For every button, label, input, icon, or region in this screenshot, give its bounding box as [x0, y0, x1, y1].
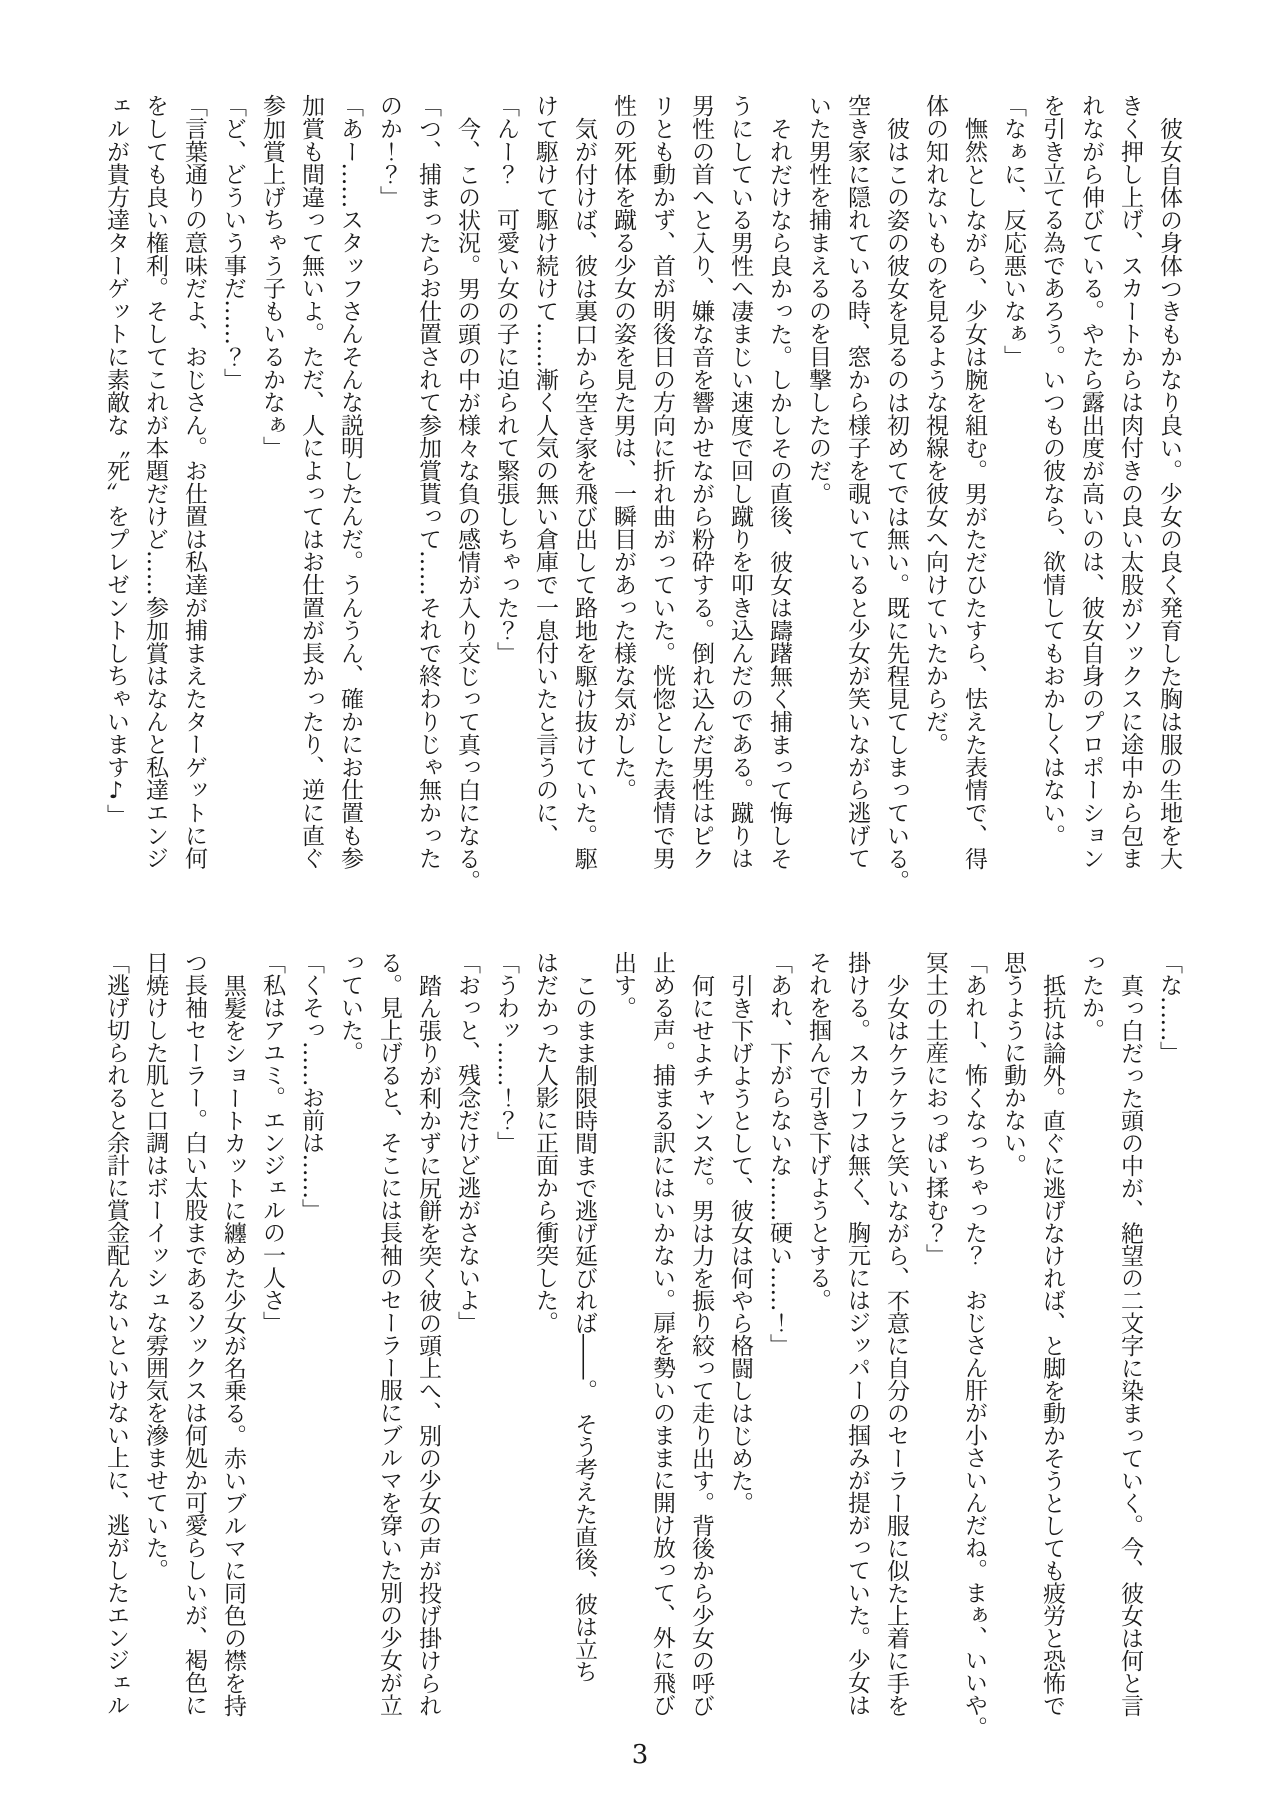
text-column: 日焼けした肌と口調はボーイッシュな雰囲気を滲ませていた。 [142, 951, 168, 1581]
text-block-top [96, 94, 1188, 893]
text-column: 「な……」 [1156, 951, 1182, 1064]
text-column: 憮然としながら、少女は腕を組む。男がただひたすら、怯えた表情で、得 [961, 117, 987, 870]
text-column: 「逃げ切られると余計に賞金配んないといけない上に、逃がしたエンジェル [103, 951, 129, 1716]
text-column: うにしている男性へ凄まじい速度で回し蹴りを叩き込んだのである。蹴りは [727, 94, 753, 870]
text-column: 「おっと、残念だけど逃がさないよ」 [454, 951, 480, 1334]
text-column: 加賞も間違って無いよ。ただ、人によってはお仕置が長かったり、逆に直ぐ [298, 94, 324, 870]
text-column: 引き下げようとして、彼女は何やら格闘しはじめた。 [727, 974, 753, 1514]
text-column: つ長袖セーラー。白い太股まであるソックスは何処か可愛らしいが、褐色に [181, 951, 207, 1716]
text-column: はだかった人影に正面から衝突した。 [532, 951, 558, 1334]
text-column: 思うように動かない。 [1000, 951, 1026, 1176]
text-column: れながら伸びている。やたら露出度が高いのは、彼女自身のプロポーション [1078, 94, 1104, 870]
text-column: 性の死体を蹴る少女の姿を見た男は、一瞬目があった様な気がした。 [610, 94, 636, 801]
text-column: 出す。 [610, 951, 636, 1019]
text-column: リとも動かず、首が明後日の方向に折れ曲がっていた。恍惚とした表情で男 [649, 94, 675, 870]
text-column: いた男性を捕まえるのを目撃したのだ。 [805, 94, 831, 505]
text-column: 「なぁに、反応悪いなぁ」 [1000, 94, 1026, 368]
text-column: 「んー？ 可愛い女の子に迫られて緊張しちゃった？」 [493, 94, 519, 665]
text-column: 「あー……スタッフさんそんな説明したんだ。うんうん、確かにお仕置も参 [337, 94, 363, 870]
text-column: 「あれ、下がらないな……硬い……！」 [766, 951, 792, 1356]
text-column: 黒髪をショートカットに纏めた少女が名乗る。赤いブルマに同色の襟を持 [220, 974, 246, 1717]
text-column: それを掴んで引き下げようとする。 [805, 951, 831, 1311]
text-column: 真っ白だった頭の中が、絶望の二文字に染まっていく。今、彼女は何と言 [1117, 974, 1143, 1717]
text-column: 「ど、どういう事だ……？」 [220, 94, 246, 391]
text-column: のか！？」 [376, 94, 402, 209]
text-column: 彼女自体の身体つきもかなり良い。少女の良く発育した胸は服の生地を大 [1156, 117, 1182, 870]
text-column: それだけなら良かった。しかしその直後、彼女は躊躇無く捕まって悔しそ [766, 117, 792, 870]
text-column: このまま制限時間まで逃げ延びれば――。 そう考えた直後、彼は立ち [571, 974, 597, 1683]
text-column: 掛ける。スカーフは無く、胸元にはジッパーの掴みが提がっていた。少女は [844, 951, 870, 1716]
text-column: 「言葉通りの意味だよ、おじさん。お仕置は私達が捕まえたターゲットに何 [181, 94, 207, 870]
text-column: 彼はこの姿の彼女を見るのは初めてでは無い。既に先程見てしまっている。 [883, 117, 909, 893]
text-column: 体の知れないものを見るような視線を彼女へ向けていたからだ。 [922, 94, 948, 756]
text-column: 「あれー、怖くなっちゃった？ おじさん肝が小さいんだね。まぁ、いいや。 [961, 951, 987, 1739]
text-column: 「うわッ……！？」 [493, 951, 519, 1154]
text-column: けて駆けて駆け続けて……漸く人気の無い倉庫で一息付いたと言うのに、 [532, 94, 558, 847]
text-column: 何にせよチャンスだ。男は力を振り絞って走り出す。背後から少女の呼び [688, 974, 714, 1717]
page-number: 3 [631, 1740, 649, 1770]
text-column: 参加賞上げちゃう子もいるかなぁ」 [259, 94, 285, 459]
text-column: る。見上げると、そこには長袖のセーラー服にブルマを穿いた別の少女が立 [376, 951, 402, 1716]
text-column: 空き家に隠れている時、窓から様子を覗いていると少女が笑いながら逃げて [844, 94, 870, 870]
text-column: 気が付けば、彼は裏口から空き家を飛び出して路地を駆け抜けていた。駆 [571, 117, 597, 870]
text-column: 「くそっ……お前は……」 [298, 951, 324, 1221]
text-column: きく押し上げ、スカートからは肉付きの良い太股がソックスに途中から包ま [1117, 94, 1143, 870]
text-column: ェルが貴方達ターゲットに素敵な〝死〟をプレゼントしちゃいます♪」 [103, 94, 129, 827]
text-block-bottom [96, 951, 1188, 1739]
text-column: っていた。 [337, 951, 363, 1064]
text-column: 抵抗は論外。直ぐに逃げなければ、と脚を動かそうとしても疲労と恐怖で [1039, 974, 1065, 1717]
text-column: 止める声。捕まる訳にはいかない。扉を勢いのままに開け放って、外に飛び [649, 951, 675, 1716]
text-column: 男性の首へと入り、嫌な音を響かせながら粉砕する。倒れ込んだ男性はピク [688, 94, 714, 870]
text-column: を引き立てる為であろう。いつもの彼なら、欲情してもおかしくはない。 [1039, 94, 1065, 847]
text-column: 「私はアユミ。エンジェルの一人さ」 [259, 951, 285, 1334]
text-column: ったか。 [1078, 951, 1104, 1041]
text-column: 今、この状況。男の頭の中が様々な負の感情が入り交じって真っ白になる。 [454, 117, 480, 893]
text-column: 踏ん張りが利かずに尻餅を突く彼の頭上へ、別の少女の声が投げ掛けられ [415, 974, 441, 1717]
text-column: 少女はケラケラと笑いながら、不意に自分のセーラー服に似た上着に手を [883, 974, 909, 1717]
text-column: 「つ、捕まったらお仕置されて参加賞貰って……それで終わりじゃ無かった [415, 94, 441, 870]
text-column: 冥土の土産におっぱい揉む？」 [922, 951, 948, 1266]
text-column: をしても良い権利。そしてこれが本題だけど……参加賞はなんと私達エンジ [142, 94, 168, 870]
